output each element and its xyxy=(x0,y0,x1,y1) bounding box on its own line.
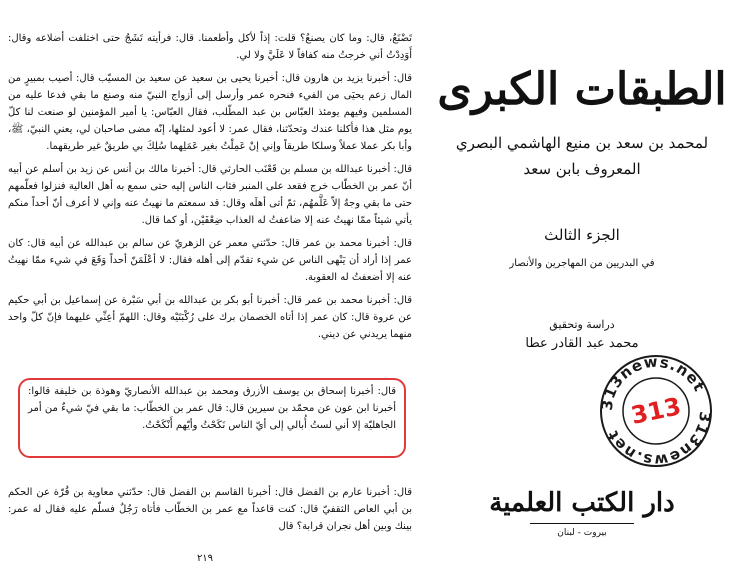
paragraph-5: قال: أخبرنا محمد بن عمر قال: أخبرنا أبو بكر بن عبدالله بن أبي سَبْرة عن إسماعيل بن أبي حكيم عن عروة قال: كان عمر إذا أتاه الخصمان برك على رُكْبَتَيْه وقال: اللهمّ أعِنِّي عليهما فإنّ كلّ واحد منهما يريدني عن ديني. xyxy=(8,295,412,340)
paragraph-2: قال: أخبرنا يزيد بن هارون قال: أخبرنا يحيى بن سعيد عن سعيد بن المسيّب قال: أصيب بمبيرٍ من المال زعم يحيَى من الفيء فنحره عمر وأرسل إلى أزواج النبيّ منه وصنع ما بقي فدعا عليه من المسلمين وفيهم يومئذ العبّاس بن عبد المطّلب، فقال العبّاس: يا أمير المؤمنين لو صنعت لنا كلّ يوم مثل هذا فأكلنا عندك وتحدّثنا، فقال عمر: لا أعود لمثلها، إنّه مضى صاحبان لي، يعني النبيّ، ﷺ، وأبا بكر عملا عملاً وسلكا طريقاً وإني إنْ عَمِلْتُ بغير عَمَلِهما سُلِكَ بي طريقٌ غير طريقهما. xyxy=(8,73,412,152)
stamp-ring-text: 313news.net xyxy=(597,352,709,412)
author-name: لمحمد بن سعد بن منيع الهاشمي البصري xyxy=(455,134,709,152)
editor-name: محمد عبد القادر عطا xyxy=(525,336,639,351)
paragraph-4: قال: أخبرنا محمد بن عمر قال: حدّثني معمر عن الزهريّ عن سالم بن عبدالله عن أبيه قال: كان عمر إذا أراد أن يَنْهى الناس عن شيء تقدّم إلى أهله فقال: لا أعْلَمَنّ أحداً وَقَعَ في شيء ممّا نهيتُ عنه إلا أضعفتُ له العقوبة. xyxy=(8,238,412,283)
paragraph-1: تَضْنَعُ، قال: وما كان يصنعُ؟ قلت: إذاً لأكل وأطعمنا. قال: فرأيته تَشَجُ حتى اختلفت أضلاعه وقال: أَوَدِدْتُ أني خرجتُ منه كفافاً لا عَلَيَّ ولا لي. xyxy=(8,33,412,61)
publisher-divider xyxy=(530,523,634,524)
last-paragraph: قال: أخبرنا عارم بن الفضل قال: أخبرنا القاسم بن الفضل قال: حدّثني معاوية بن قُرّة عن الحكم بن أبي العاص الثقفيّ قال: كنت قاعداً مع عمر بن الخطّاب فأتاه رَجُلٌ فسلّم عليه فقال له عمر: بينك وبين أهل نجران قرابة؟ قال xyxy=(8,487,412,532)
title-page xyxy=(420,0,744,582)
author-known-as: المعروف بابن سعد xyxy=(523,160,641,178)
stamp-number: 313 xyxy=(628,392,684,430)
last-paragraph-block xyxy=(8,484,412,541)
book-title: الطبقات الكبرى xyxy=(437,64,727,115)
page-number: ٢١٩ xyxy=(196,553,214,564)
highlighted-paragraph: قال: أخبرنا إسحاق بن يوسف الأزرق ومحمد بن عبدالله الأنصاريّ وهوذة بن خليفة قالوا: أخبرنا ابن عون عن محمّد بن سيرين قال: قال عمر بن الخطّاب: ما بقي فيّ شيءٌ من أمر الجاهليّة إلا أني لستُ أُبالي إلى أيّ الناس نَكَحْتُ وأيّهم أَنْكَحْتُ. xyxy=(28,386,396,431)
volume-label: الجزء الثالث xyxy=(544,226,620,244)
study-label: دراسة وتحقيق xyxy=(549,318,615,331)
publisher-city: بيروت - لبنان xyxy=(557,528,607,538)
stamp-ring-text-repeat: 313news.net xyxy=(603,410,715,470)
highlight-annotation xyxy=(18,378,406,458)
watermark-svg xyxy=(598,353,714,469)
watermark-stamp-icon xyxy=(598,353,714,469)
volume-subtitle: في البدريين من المهاجرين والأنصار xyxy=(509,258,655,269)
publisher-name: دار الكتب العلمية xyxy=(489,488,675,518)
paragraph-3: قال: أخبرنا عبدالله بن مسلم بن قَعْنَب الحارثي قال: أخبرنا مالك بن أنس عن زيد بن أسلم عن أبيه أنّ عمر بن الخطّاب خرج فقعد على المنبر فثاب الناس إليه حتى سمع به أهل العالية فنزلوا فعلّمهم حتى ما بقي وجهٌ إلاّ عَلَّمهُم، ثمّ أتى أهلَه وقال: قد سمعتم ما نهيتُ عنه وإني لا أعرف أنّ أحداً منكم يأتي شيئاً ممّا نهيتُ عنه إلا ضاعفتُ له العذاب ضِعْفَيْن، أو كما قال. xyxy=(8,164,412,226)
